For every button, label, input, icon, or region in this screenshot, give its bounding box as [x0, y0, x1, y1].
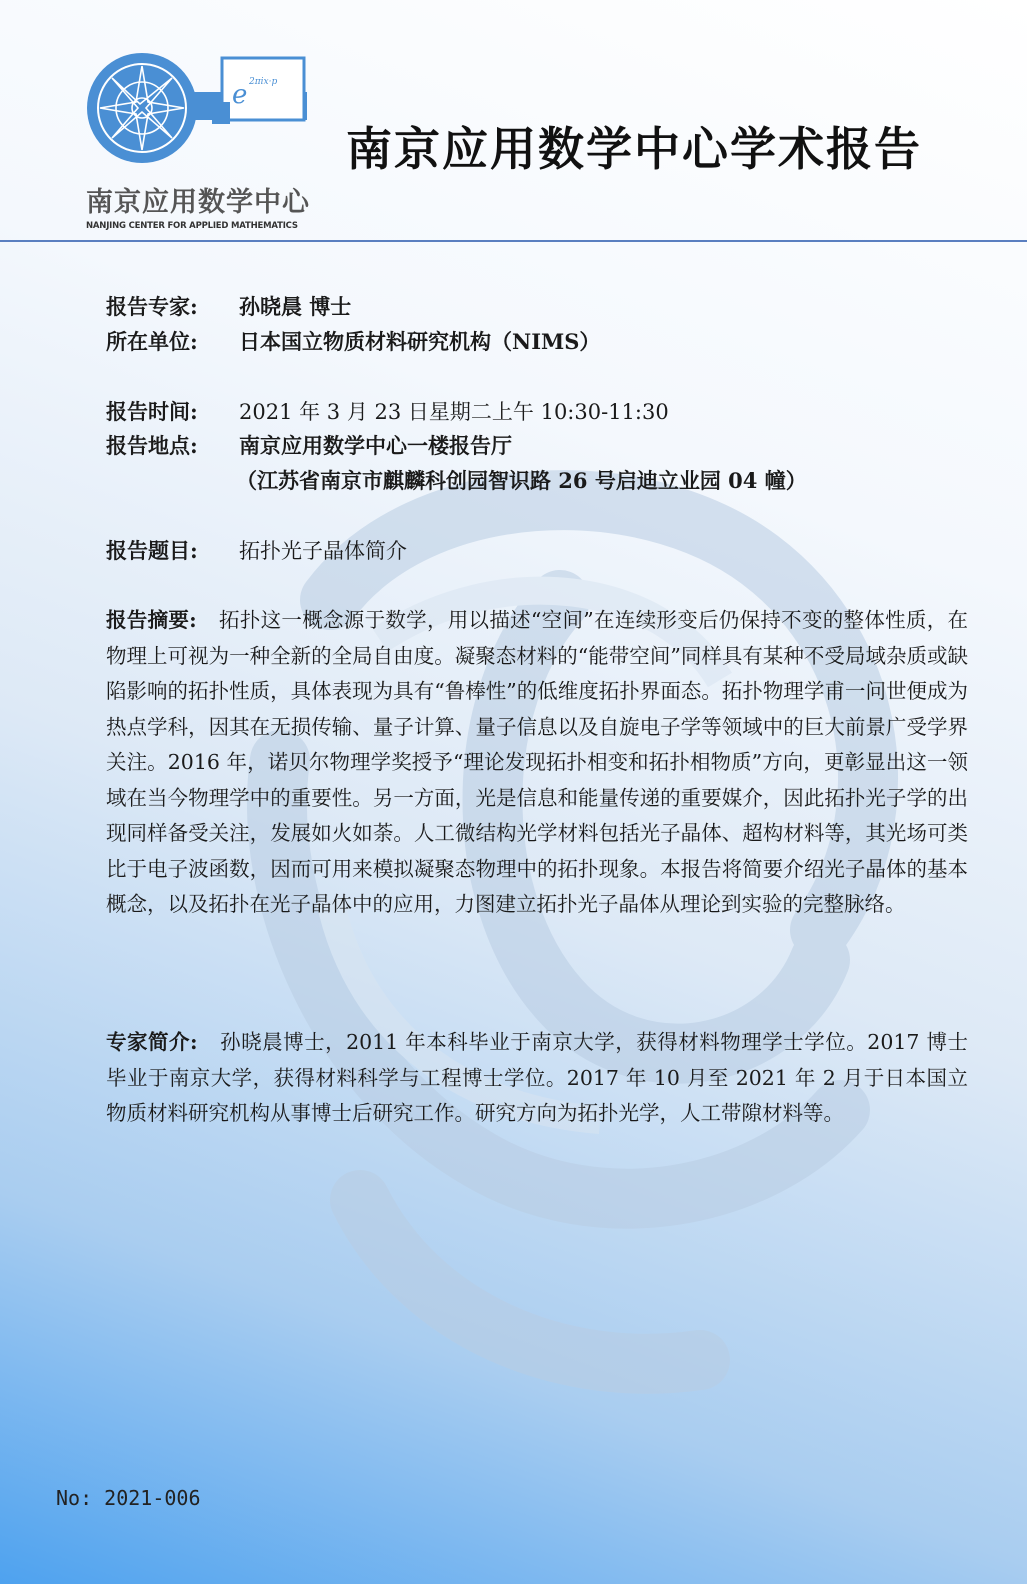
topic-row — [106, 534, 407, 568]
logo-formula: e — [232, 80, 248, 110]
speaker-label: 报告专家: — [106, 294, 198, 319]
logo-text-cn: 南京应用数学中心 — [86, 187, 310, 218]
time-value: 2021 年 3 月 23 日星期二上午 10:30-11:30 — [239, 400, 669, 424]
logo-formula-exponent: 2πix·p — [249, 77, 278, 87]
bio-paragraph — [106, 1025, 968, 1132]
abstract-paragraph — [106, 603, 968, 923]
place-detail-row — [236, 464, 807, 498]
affiliation-label: 所在单位: — [106, 329, 198, 354]
time-row — [106, 395, 669, 429]
bio-text: 孙晓晨博士，2011 年本科毕业于南京大学，获得材料物理学士学位。2017 博士毕业于南京大学，获得材料科学与工程博士学位。2017 年 10 月至 2021 年 2 月于日本国立物质材料研究机构从事博士后研究工作。研究方向为拓扑光学，人工带隙材料等。 — [106, 1030, 968, 1125]
speaker-value: 孙晓晨 博士 — [239, 294, 352, 319]
place-value: 南京应用数学中心一楼报告厅 — [239, 433, 512, 458]
logo-text-en: NANJING CENTER FOR APPLIED MATHEMATICS — [86, 221, 298, 231]
place-label: 报告地点: — [106, 433, 198, 458]
affiliation-value: 日本国立物质材料研究机构（NIMS） — [239, 329, 601, 354]
page-title: 南京应用数学中心学术报告 — [346, 122, 922, 176]
place-detail: （江苏省南京市麒麟科创园智识路 26 号启迪立业园 04 幢） — [236, 468, 807, 493]
affiliation-row — [106, 325, 600, 359]
topic-value: 拓扑光子晶体简介 — [239, 539, 407, 563]
report-number: No: 2021-006 — [56, 1486, 201, 1510]
topic-label: 报告题目: — [106, 538, 198, 563]
speaker-row — [106, 290, 351, 324]
header-divider — [0, 240, 1027, 242]
time-label: 报告时间: — [106, 399, 198, 424]
bio-label: 专家简介: — [106, 1030, 198, 1054]
logo-key-notch — [212, 102, 230, 124]
place-row — [106, 429, 512, 463]
abstract-label: 报告摘要: — [106, 608, 197, 632]
abstract-text: 拓扑这一概念源于数学，用以描述“空间”在连续形变后仍保持不变的整体性质，在物理上可视为一种全新的全局自由度。凝聚态材料的“能带空间”同样具有某种不受局域杂质或缺陷影响的拓扑性质，具体表现为具有“鲁棒性”的低维度拓扑界面态。拓扑物理学甫一问世便成为热点学科，因其在无损传输、量子计算、量子信息以及自旋电子学等领域中的巨大前景广受学界关注。2016 年，诺贝尔物理学奖授予“理论发现拓扑相变和拓扑相物质”方向，更彰显出这一领域在当今物理学中的重要性。另一方面，光是信息和能量传递的重要媒介，因此拓扑光子学的出现同样备受关注，发展如火如荼。人工微结构光学材料包括光子晶体、超构材料等，其光场可类比于电子波函数，因而可用来模拟凝聚态物理中的拓扑现象。本报告将简要介绍光子晶体的基本概念，以及拓扑在光子晶体中的应用，力图建立拓扑光子晶体从理论到实验的完整脉络。 — [106, 608, 968, 916]
